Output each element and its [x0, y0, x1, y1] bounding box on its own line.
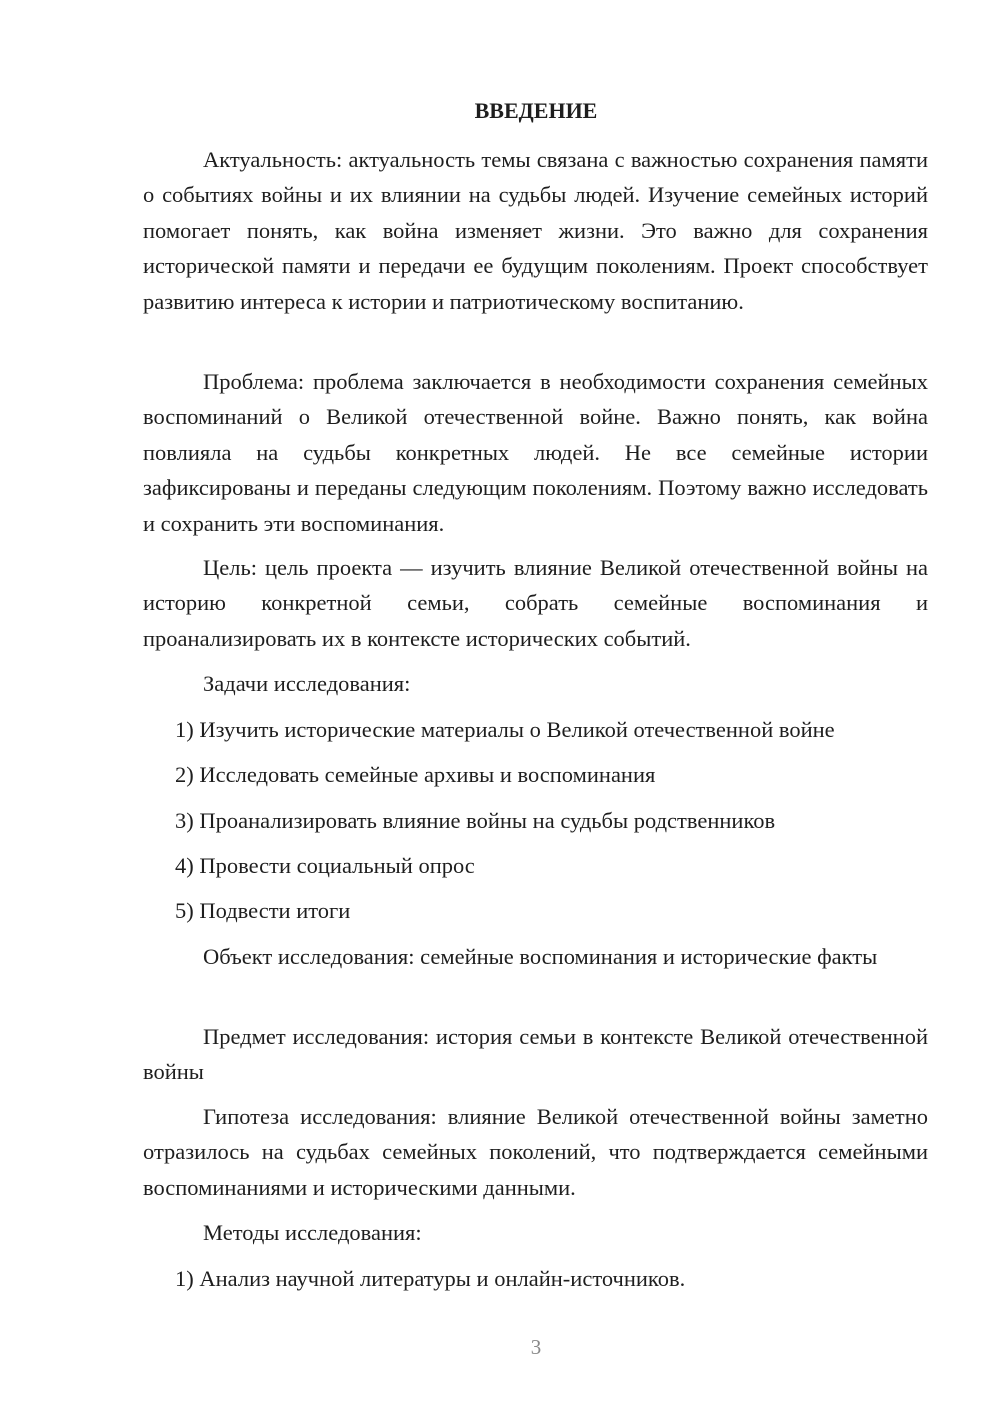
- relevance-paragraph: Актуальность: актуальность темы связана с важностью сохранения памяти о событиях войны и их влиянии на судьбы людей. Изучение семейных историй помогает понять, как война изменяет жизни. Это важно для сохранения исторической памяти и передачи ее будущим поколениям. Проект способствует развитию интереса к истории и патриотическому воспитанию.: [143, 147, 928, 314]
- method-item-1: 1) Анализ научной литературы и онлайн-источников.: [175, 1266, 686, 1291]
- task-item-3: 3) Проанализировать влияние войны на судьбы родственников: [175, 808, 776, 833]
- object-paragraph: Объект исследования: семейные воспоминания и исторические факты: [203, 944, 878, 969]
- problem-paragraph: Проблема: проблема заключается в необходимости сохранения семейных воспоминаний о Великой отечественной войне. Важно понять, как война повлияла на судьбы конкретных людей. Не все семейные истории зафиксированы и переданы следующим поколениям. Поэтому важно исследовать и сохранить эти воспоминания.: [143, 369, 928, 536]
- goal-paragraph: Цель: цель проекта — изучить влияние Великой отечественной войны на историю конкретной семьи, собрать семейные воспоминания и проанализировать их в контексте исторических событий.: [143, 555, 928, 651]
- hypothesis-paragraph: Гипотеза исследования: влияние Великой отечественной войны заметно отразилось на судьбах семейных поколений, что подтверждается семейными воспоминаниями и историческими данными.: [143, 1104, 928, 1200]
- subject-paragraph: Предмет исследования: история семьи в контексте Великой отечественной войны: [143, 1024, 928, 1085]
- section-title: ВВЕДЕНИЕ: [474, 98, 598, 123]
- page-number: 3: [530, 1335, 542, 1359]
- task-item-1: 1) Изучить исторические материалы о Великой отечественной войне: [175, 717, 835, 742]
- tasks-heading: Задачи исследования:: [203, 671, 411, 696]
- methods-heading: Методы исследования:: [203, 1220, 422, 1245]
- task-item-4: 4) Провести социальный опрос: [175, 853, 475, 878]
- task-item-5: 5) Подвести итоги: [175, 898, 351, 923]
- task-item-2: 2) Исследовать семейные архивы и воспоминания: [175, 762, 656, 787]
